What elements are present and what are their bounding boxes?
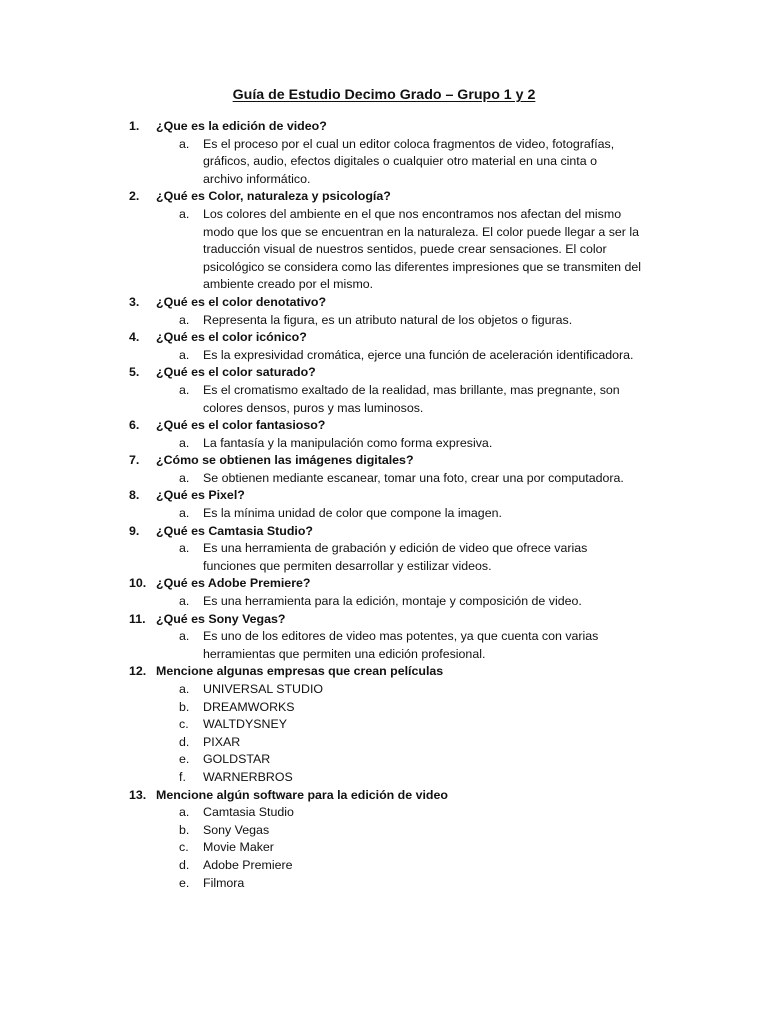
question-list bbox=[0, 118, 768, 892]
answer-letter: a. bbox=[179, 541, 190, 556]
answer-line: Es una herramienta de grabación y edición de video que ofrece varias bbox=[203, 541, 588, 556]
answer-line: Los colores del ambiente en el que nos encontramos nos afectan del mismo bbox=[203, 206, 622, 221]
question-number: 13. bbox=[129, 787, 147, 802]
question-item bbox=[0, 787, 768, 805]
question-number: 11. bbox=[129, 611, 146, 626]
answer-item bbox=[0, 769, 768, 787]
question-text: ¿Qué es el color icónico? bbox=[156, 330, 307, 345]
answer-item bbox=[0, 734, 768, 752]
answer-line: Adobe Premiere bbox=[203, 857, 293, 872]
question-text: Mencione algunas empresas que crean películas bbox=[156, 664, 444, 679]
question-number: 1. bbox=[129, 119, 140, 133]
question-item bbox=[0, 364, 768, 382]
question-number: 10. bbox=[129, 576, 147, 591]
question-item bbox=[0, 611, 768, 629]
question-item bbox=[0, 294, 768, 312]
answer-item bbox=[0, 628, 768, 663]
answer-line: funciones que permiten desarrollar y estilizar videos. bbox=[203, 558, 492, 573]
question-item bbox=[0, 523, 768, 541]
answer-line: Es el cromatismo exaltado de la realidad, mas brillante, mas pregnante, son bbox=[203, 382, 620, 397]
answer-line: WARNERBROS bbox=[203, 769, 293, 784]
question-number: 7. bbox=[129, 453, 140, 468]
question-text: ¿Qué es Camtasia Studio? bbox=[156, 523, 313, 538]
answer-item bbox=[0, 540, 768, 575]
answer-letter: a. bbox=[179, 470, 190, 485]
answer-line: Es uno de los editores de video mas potentes, ya que cuenta con varias bbox=[203, 629, 599, 644]
answer-letter: c. bbox=[179, 717, 189, 732]
answer-line: GOLDSTAR bbox=[203, 752, 271, 767]
answer-item bbox=[0, 347, 768, 365]
answer-item bbox=[0, 470, 768, 488]
question-text: ¿Qué es el color saturado? bbox=[156, 365, 316, 380]
answer-item bbox=[0, 804, 768, 822]
question-item bbox=[0, 452, 768, 470]
answer-item bbox=[0, 136, 768, 189]
answer-letter: a. bbox=[179, 136, 190, 151]
answer-letter: d. bbox=[179, 734, 190, 749]
answer-letter: a. bbox=[179, 382, 190, 397]
answer-line: Es la expresividad cromática, ejerce una función de aceleración identificadora. bbox=[203, 347, 634, 362]
answer-line: Filmora bbox=[203, 875, 245, 890]
question-number: 6. bbox=[129, 418, 140, 433]
question-item bbox=[0, 575, 768, 593]
question-text: ¿Qué es el color fantasioso? bbox=[156, 418, 326, 433]
answer-line: psicológico se considera como las diferentes impresiones que se transmiten del bbox=[203, 259, 642, 274]
answer-item bbox=[0, 206, 768, 294]
answer-item bbox=[0, 681, 768, 699]
answer-line: Es una herramienta para la edición, montaje y composición de video. bbox=[203, 594, 582, 609]
question-number: 9. bbox=[129, 523, 140, 538]
answer-line: modo que los que se encuentran en la naturaleza. El color puede llegar a ser la bbox=[203, 224, 640, 239]
answer-item bbox=[0, 435, 768, 453]
answer-letter: a. bbox=[179, 805, 190, 820]
answer-line: Es la mínima unidad de color que compone la imagen. bbox=[203, 506, 502, 521]
question-text: ¿Qué es Adobe Premiere? bbox=[156, 576, 311, 591]
answer-line: ambiente creado por el mismo. bbox=[203, 277, 374, 292]
question-text: ¿Qué es Color, naturaleza y psicología? bbox=[156, 189, 391, 204]
answer-line: colores densos, puros y mas luminosos. bbox=[203, 400, 424, 415]
answer-letter: a. bbox=[179, 312, 190, 327]
answer-line: Es el proceso por el cual un editor coloca fragmentos de video, fotografías, bbox=[203, 136, 615, 151]
question-number: 4. bbox=[129, 330, 140, 345]
answer-letter: a. bbox=[179, 435, 190, 450]
answer-letter: b. bbox=[179, 822, 190, 837]
answer-item bbox=[0, 716, 768, 734]
answer-letter: c. bbox=[179, 840, 189, 855]
answer-item bbox=[0, 312, 768, 330]
answer-line: herramientas que permiten una edición profesional. bbox=[203, 646, 486, 661]
answer-letter: e. bbox=[179, 875, 190, 890]
question-number: 8. bbox=[129, 488, 140, 503]
answer-item bbox=[0, 505, 768, 523]
document-title: Guía de Estudio Decimo Grado – Grupo 1 y 2 bbox=[232, 87, 536, 103]
answer-item bbox=[0, 839, 768, 857]
answer-line: La fantasía y la manipulación como forma expresiva. bbox=[203, 435, 493, 450]
answer-item bbox=[0, 857, 768, 875]
answer-line: UNIVERSAL STUDIO bbox=[203, 682, 324, 696]
question-item bbox=[0, 118, 768, 136]
question-item bbox=[0, 188, 768, 206]
question-number: 2. bbox=[129, 189, 140, 204]
answer-letter: d. bbox=[179, 857, 190, 872]
answer-letter: a. bbox=[179, 206, 190, 221]
question-text: ¿Qué es Pixel? bbox=[156, 488, 245, 503]
answer-line: Se obtienen mediante escanear, tomar una foto, crear una por computadora. bbox=[203, 470, 624, 485]
question-number: 3. bbox=[129, 294, 140, 309]
answer-item bbox=[0, 593, 768, 611]
answer-letter: a. bbox=[179, 594, 190, 609]
question-text: ¿Qué es Sony Vegas? bbox=[156, 611, 286, 626]
answer-letter: a. bbox=[179, 347, 190, 362]
answer-line: archivo informático. bbox=[203, 171, 311, 186]
answer-item bbox=[0, 822, 768, 840]
answer-item bbox=[0, 875, 768, 893]
answer-line: Movie Maker bbox=[203, 840, 274, 855]
answer-line: DREAMWORKS bbox=[203, 699, 295, 714]
question-text: Mencione algún software para la edición de video bbox=[156, 787, 448, 802]
answer-item bbox=[0, 751, 768, 769]
answer-letter: f. bbox=[179, 769, 186, 784]
answer-line: traducción visual de nuestros sentidos, puede crear sensaciones. El color bbox=[203, 242, 607, 257]
answer-line: Representa la figura, es un atributo natural de los objetos o figuras. bbox=[203, 312, 573, 327]
question-text: ¿Que es la edición de video? bbox=[156, 119, 327, 133]
answer-letter: b. bbox=[179, 699, 190, 714]
question-item bbox=[0, 329, 768, 347]
question-text: ¿Qué es el color denotativo? bbox=[156, 294, 327, 309]
answer-line: WALTDYSNEY bbox=[203, 717, 287, 732]
answer-line: PIXAR bbox=[203, 734, 241, 749]
answer-letter: a. bbox=[179, 506, 190, 521]
question-number: 5. bbox=[129, 365, 140, 380]
answer-letter: a. bbox=[179, 682, 190, 696]
answer-item bbox=[0, 382, 768, 417]
answer-line: Sony Vegas bbox=[203, 822, 270, 837]
question-item bbox=[0, 417, 768, 435]
answer-letter: a. bbox=[179, 629, 190, 644]
answer-item bbox=[0, 699, 768, 717]
question-item bbox=[0, 663, 768, 681]
question-number: 12. bbox=[129, 664, 147, 679]
answer-line: gráficos, audio, efectos digitales o cualquier otro material en una cinta o bbox=[203, 154, 597, 169]
question-text: ¿Cómo se obtienen las imágenes digitales? bbox=[156, 453, 414, 468]
answer-line: Camtasia Studio bbox=[203, 805, 294, 820]
question-item bbox=[0, 487, 768, 505]
answer-letter: e. bbox=[179, 752, 190, 767]
